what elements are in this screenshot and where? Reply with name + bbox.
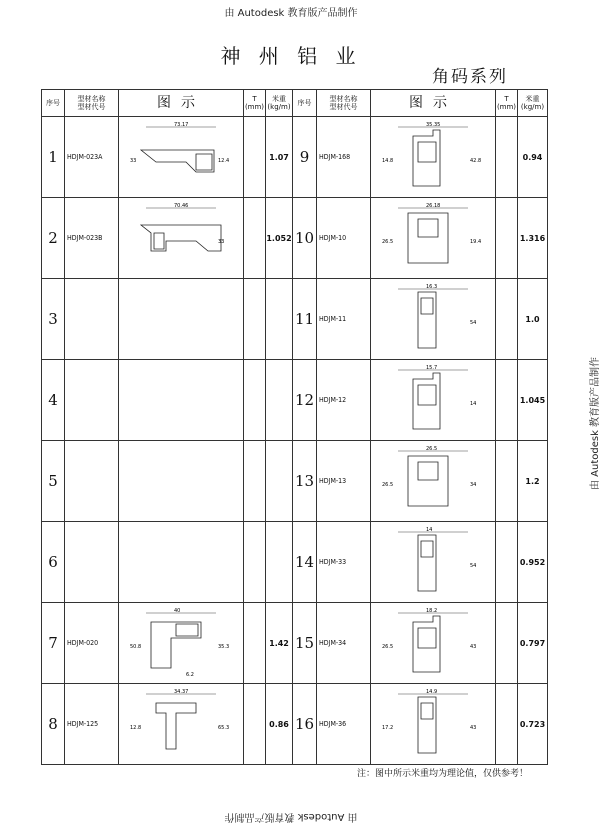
profile-figure: [119, 603, 244, 684]
item-number: 16: [293, 684, 317, 765]
profile-outline: [421, 298, 433, 314]
unit-weight: [266, 360, 293, 441]
thickness: [244, 198, 266, 279]
profile-drawing: [126, 203, 236, 273]
company-title: 神 州 铝 业: [220, 44, 362, 68]
dimension-label: 12.4: [218, 158, 230, 164]
thickness: [496, 279, 518, 360]
item-number: 4: [42, 360, 65, 441]
dimension-label: 54: [470, 563, 477, 569]
dimension-label: 65.3: [218, 725, 230, 731]
profile-figure: [371, 441, 496, 522]
profile-drawing: [378, 122, 488, 192]
profile-code: HDJM-11: [317, 279, 371, 360]
header-t: T (mm): [496, 90, 518, 117]
table-row: [42, 117, 548, 198]
item-number: 6: [42, 522, 65, 603]
profile-outline: [421, 541, 433, 557]
dimension-label: 43: [470, 725, 477, 731]
profile-figure: [119, 441, 244, 522]
profile-code: HDJM-168: [317, 117, 371, 198]
thickness: [244, 441, 266, 522]
profile-code: HDJM-023B: [65, 198, 119, 279]
thickness: [244, 522, 266, 603]
profile-figure: [119, 684, 244, 765]
dimension-label: 14: [470, 401, 477, 407]
item-number: 15: [293, 603, 317, 684]
unit-weight: [266, 522, 293, 603]
profile-outline: [418, 385, 436, 405]
dimension-label: 26.5: [382, 239, 394, 245]
profile-figure: [119, 198, 244, 279]
unit-weight: 0.86: [266, 684, 293, 765]
profile-figure: [371, 117, 496, 198]
dimension-label: 33: [218, 239, 225, 245]
dimension-label: 43: [470, 644, 477, 650]
thickness: [244, 684, 266, 765]
thickness: [244, 360, 266, 441]
dimension-label: 17.2: [382, 725, 394, 731]
profile-code: HDJM-12: [317, 360, 371, 441]
header-weight: 米重 (kg/m): [518, 90, 548, 117]
header-figure: 图示: [119, 90, 244, 117]
dimension-label: 34: [470, 482, 477, 488]
item-number: 12: [293, 360, 317, 441]
profile-figure: [371, 522, 496, 603]
dimension-label: 6.2: [186, 672, 194, 678]
profile-code: HDJM-13: [317, 441, 371, 522]
profile-outline: [421, 703, 433, 719]
item-number: 5: [42, 441, 65, 522]
profile-outline: [154, 233, 164, 249]
profile-outline: [418, 142, 436, 162]
dimension-label: 26.5: [382, 482, 394, 488]
table-row: [42, 684, 548, 765]
profile-drawing: [378, 608, 488, 678]
header-no: 序号: [42, 90, 65, 117]
header-t: T (mm): [244, 90, 266, 117]
profile-outline: [176, 624, 198, 636]
item-number: 8: [42, 684, 65, 765]
thickness: [244, 603, 266, 684]
profile-drawing: [378, 284, 488, 354]
watermark-bottom: 由 Autodesk 教育版产品制作: [224, 811, 358, 822]
dimension-label: 50.8: [130, 644, 142, 650]
thickness: [496, 198, 518, 279]
footnote: 注：图中所示米重均为理论值，仅供参考！: [357, 769, 529, 779]
item-number: 1: [42, 117, 65, 198]
profile-drawing: [378, 446, 488, 516]
table-row: [42, 198, 548, 279]
profile-figure: [119, 360, 244, 441]
unit-weight: 1.42: [266, 603, 293, 684]
dimension-label: 19.4: [470, 239, 482, 245]
profile-drawing: [378, 527, 488, 597]
profile-code: HDJM-36: [317, 684, 371, 765]
profile-outline: [141, 225, 221, 251]
dimension-label: 42.8: [470, 158, 482, 164]
table-row: [42, 603, 548, 684]
item-number: 9: [293, 117, 317, 198]
dimension-label: 26.18: [426, 203, 441, 209]
unit-weight: 0.797: [518, 603, 548, 684]
header-row: [42, 90, 548, 117]
profile-outline: [418, 219, 438, 237]
header-figure: 图示: [371, 90, 496, 117]
profile-drawing: [126, 122, 236, 192]
header-no: 序号: [293, 90, 317, 117]
dimension-label: 14.9: [426, 689, 438, 695]
dimension-label: 26.5: [382, 644, 394, 650]
profile-table: [41, 89, 548, 765]
dimension-label: 12.8: [130, 725, 142, 731]
unit-weight: 1.316: [518, 198, 548, 279]
dimension-label: 54: [470, 320, 477, 326]
profile-figure: [371, 279, 496, 360]
dimension-label: 35.35: [426, 122, 441, 128]
profile-drawing: [378, 203, 488, 273]
header-weight: 米重 (kg/m): [266, 90, 293, 117]
profile-figure: [119, 117, 244, 198]
table-row: [42, 441, 548, 522]
dimension-label: 26.5: [426, 446, 438, 452]
item-number: 3: [42, 279, 65, 360]
dimension-label: 15.7: [426, 365, 438, 371]
watermark-right: 由 Autodesk 教育版产品制作: [589, 356, 601, 491]
profile-figure: [371, 198, 496, 279]
profile-figure: [371, 603, 496, 684]
profile-code: [65, 279, 119, 360]
header-name: 型材名称 型材代号: [317, 90, 371, 117]
table-row: [42, 279, 548, 360]
profile-drawing: [378, 689, 488, 759]
unit-weight: 1.045: [518, 360, 548, 441]
profile-outline: [156, 703, 196, 749]
profile-figure: [371, 684, 496, 765]
item-number: 11: [293, 279, 317, 360]
thickness: [496, 522, 518, 603]
dimension-label: 40: [174, 608, 181, 614]
thickness: [496, 360, 518, 441]
thickness: [496, 684, 518, 765]
profile-code: [65, 360, 119, 441]
profile-code: HDJM-34: [317, 603, 371, 684]
thickness: [496, 117, 518, 198]
dimension-label: 14.8: [382, 158, 394, 164]
table-row: [42, 522, 548, 603]
item-number: 13: [293, 441, 317, 522]
profile-figure: [119, 522, 244, 603]
thickness: [496, 441, 518, 522]
unit-weight: [266, 279, 293, 360]
item-number: 2: [42, 198, 65, 279]
unit-weight: 0.94: [518, 117, 548, 198]
thickness: [496, 603, 518, 684]
dimension-label: 70.46: [174, 203, 189, 209]
dimension-label: 18.2: [426, 608, 438, 614]
profile-outline: [418, 462, 438, 480]
watermark-top: 由 Autodesk 教育版产品制作: [224, 8, 358, 19]
dimension-label: 34.37: [174, 689, 189, 695]
profile-code: HDJM-125: [65, 684, 119, 765]
profile-code: [65, 522, 119, 603]
profile-outline: [418, 628, 436, 648]
unit-weight: 0.723: [518, 684, 548, 765]
profile-code: [65, 441, 119, 522]
profile-drawing: [378, 365, 488, 435]
profile-drawing: [126, 608, 236, 678]
profile-drawing: [126, 689, 236, 759]
dimension-label: 73.17: [174, 122, 189, 128]
profile-code: HDJM-020: [65, 603, 119, 684]
profile-code: HDJM-023A: [65, 117, 119, 198]
profile-code: HDJM-10: [317, 198, 371, 279]
profile-code: HDJM-33: [317, 522, 371, 603]
unit-weight: [266, 441, 293, 522]
item-number: 10: [293, 198, 317, 279]
unit-weight: 1.0: [518, 279, 548, 360]
dimension-label: 14: [426, 527, 433, 533]
profile-outline: [408, 456, 448, 506]
dimension-label: 16.3: [426, 284, 438, 290]
item-number: 14: [293, 522, 317, 603]
unit-weight: 1.052: [266, 198, 293, 279]
header-name: 型材名称 型材代号: [65, 90, 119, 117]
profile-figure: [371, 360, 496, 441]
profile-outline: [196, 154, 212, 170]
dimension-label: 33: [130, 158, 137, 164]
dimension-label: 35.3: [218, 644, 230, 650]
unit-weight: 1.2: [518, 441, 548, 522]
thickness: [244, 117, 266, 198]
unit-weight: 0.952: [518, 522, 548, 603]
item-number: 7: [42, 603, 65, 684]
unit-weight: 1.07: [266, 117, 293, 198]
profile-outline: [408, 213, 448, 263]
profile-outline: [141, 150, 214, 172]
profile-figure: [119, 279, 244, 360]
thickness: [244, 279, 266, 360]
table-row: [42, 360, 548, 441]
series-subtitle: 角码系列: [432, 67, 508, 87]
